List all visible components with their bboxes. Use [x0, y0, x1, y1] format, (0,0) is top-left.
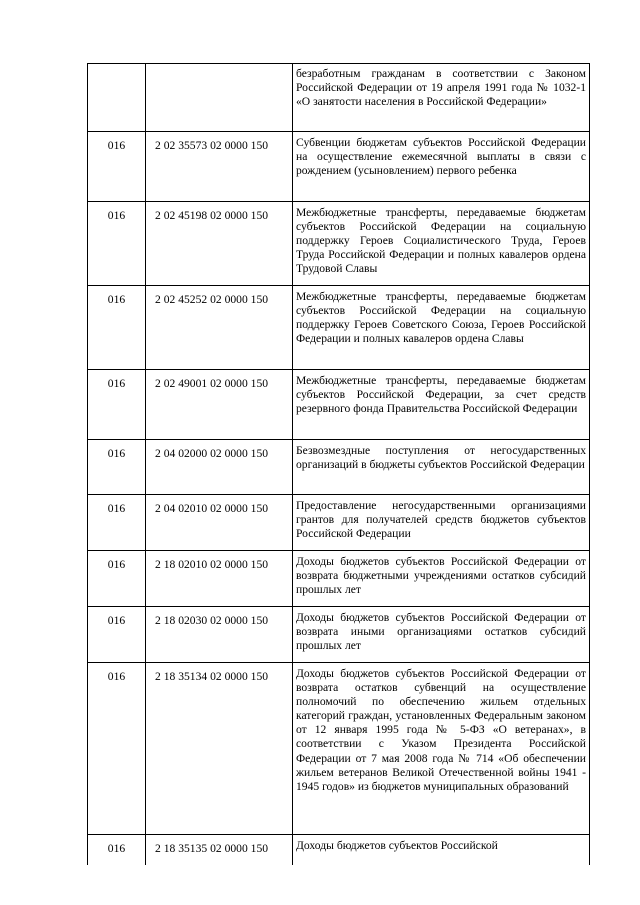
admin-code-cell: 016 [88, 286, 146, 370]
income-description-cell: Предоставление негосударственными организациями грантов для получателей средств бюджетов субъектов Российской Федерации [293, 495, 590, 551]
admin-code-cell: 016 [88, 370, 146, 440]
budget-classification-code-cell: 2 02 49001 02 0000 150 [146, 370, 293, 440]
income-description-cell: Межбюджетные трансферты, передаваемые бюджетам субъектов Российской Федерации, за счет средств резервного фонда Правительства Российской Федерации [293, 370, 590, 440]
admin-code-cell: 016 [88, 607, 146, 663]
admin-code-cell: 016 [88, 132, 146, 202]
budget-classification-code-cell: 2 04 02010 02 0000 150 [146, 495, 293, 551]
table-row [88, 607, 590, 663]
budget-classification-code-cell: 2 04 02000 02 0000 150 [146, 440, 293, 495]
admin-code-cell [88, 64, 146, 132]
admin-code-cell: 016 [88, 835, 146, 865]
budget-classification-code-cell: 2 18 35135 02 0000 150 [146, 835, 293, 865]
table-row [88, 202, 590, 286]
income-description-cell: Межбюджетные трансферты, передаваемые бюджетам субъектов Российской Федерации на социальную поддержку Героев Советского Союза, Героев Российской Федерации и полных кавалеров ордена Славы [293, 286, 590, 370]
budget-codes-table [87, 63, 590, 865]
budget-classification-code-cell: 2 18 02010 02 0000 150 [146, 551, 293, 607]
admin-code-cell: 016 [88, 202, 146, 286]
admin-code-cell: 016 [88, 440, 146, 495]
table-row [88, 495, 590, 551]
budget-classification-code-cell: 2 02 45198 02 0000 150 [146, 202, 293, 286]
table-row [88, 440, 590, 495]
budget-classification-code-cell: 2 02 35573 02 0000 150 [146, 132, 293, 202]
admin-code-cell: 016 [88, 663, 146, 835]
income-description-cell: Межбюджетные трансферты, передаваемые бюджетам субъектов Российской Федерации на социальную поддержку Героев Социалистического Труда, Героев Труда Российской Федерации и полных кавалеров ордена Трудовой Славы [293, 202, 590, 286]
income-description-cell: Доходы бюджетов субъектов Российской Федерации от возврата иными организациями остатков субсидий прошлых лет [293, 607, 590, 663]
budget-classification-code-cell: 2 18 35134 02 0000 150 [146, 663, 293, 835]
budget-classification-code-cell [146, 64, 293, 132]
admin-code-cell: 016 [88, 495, 146, 551]
table-row [88, 370, 590, 440]
table-row [88, 132, 590, 202]
table-row [88, 663, 590, 835]
income-description-cell: Доходы бюджетов субъектов Российской [293, 835, 590, 865]
income-description-cell: Безвозмездные поступления от негосударственных организаций в бюджеты субъектов Российской Федерации [293, 440, 590, 495]
table-row [88, 286, 590, 370]
table-row [88, 551, 590, 607]
admin-code-cell: 016 [88, 551, 146, 607]
income-description-cell: безработным гражданам в соответствии с Законом Российской Федерации от 19 апреля 1991 года № 1032-1 «О занятости населения в Российской Федерации» [293, 64, 590, 132]
income-description-cell: Доходы бюджетов субъектов Российской Федерации от возврата остатков субвенций на осуществление полномочий по обеспечению жильем отдельных категорий граждан, установленных Федеральным законом от 12 января 1995 года № 5-ФЗ «О ветеранах», в соответствии с Указом Президента Российской Федерации от 7 мая 2008 года № 714 «Об обеспечении жильем ветеранов Великой Отечественной войны 1941 - 1945 годов» из бюджетов муниципальных образований [293, 663, 590, 835]
table-row [88, 835, 590, 865]
budget-classification-code-cell: 2 02 45252 02 0000 150 [146, 286, 293, 370]
income-description-cell: Доходы бюджетов субъектов Российской Федерации от возврата бюджетными учреждениями остатков субсидий прошлых лет [293, 551, 590, 607]
income-description-cell: Субвенции бюджетам субъектов Российской Федерации на осуществление ежемесячной выплаты в связи с рождением (усыновлением) первого ребенка [293, 132, 590, 202]
budget-classification-code-cell: 2 18 02030 02 0000 150 [146, 607, 293, 663]
table-row [88, 64, 590, 132]
